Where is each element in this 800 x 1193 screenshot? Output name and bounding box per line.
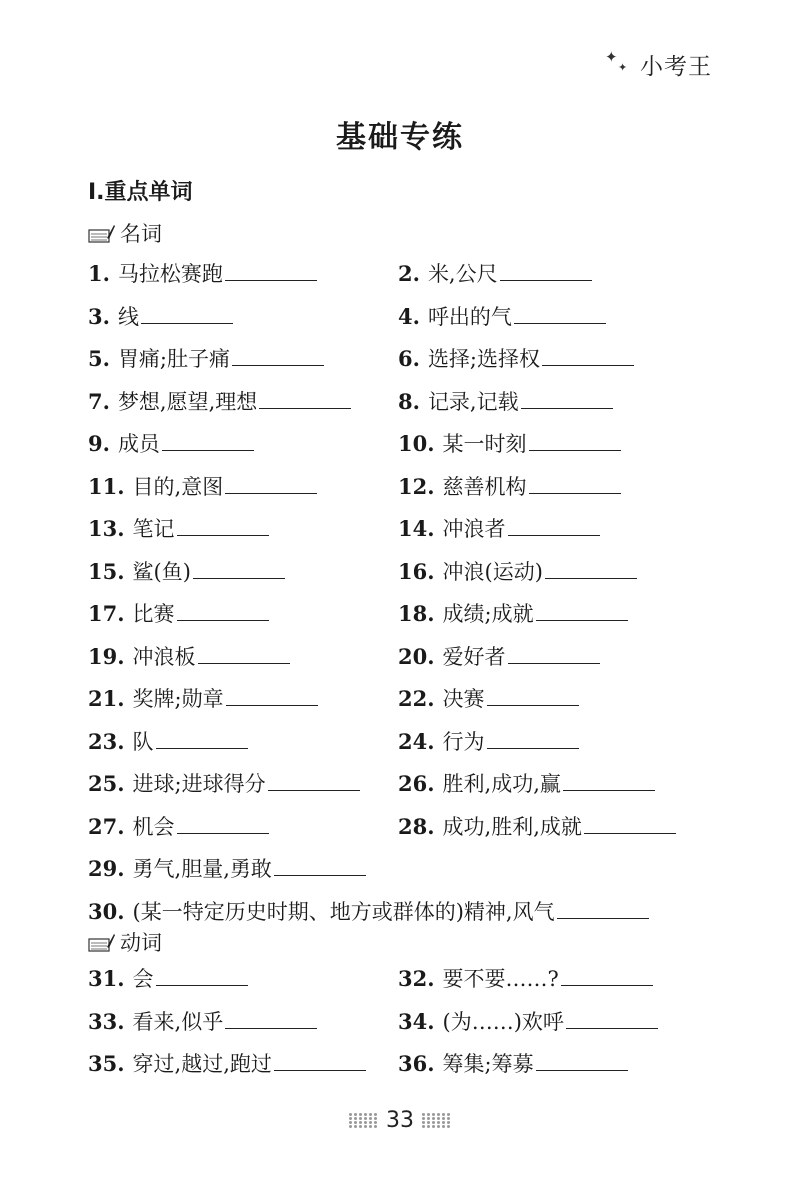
- item-text: 线: [117, 304, 139, 329]
- item-text: 成员: [117, 432, 160, 456]
- item-text: 冲浪(运动): [442, 559, 543, 584]
- exercise-item: [88, 768, 360, 798]
- answer-blank[interactable]: [225, 492, 317, 494]
- exercise-item: [88, 301, 233, 331]
- item-number: 33.: [88, 1008, 125, 1034]
- answer-blank[interactable]: [529, 449, 621, 451]
- answer-blank[interactable]: [561, 984, 653, 986]
- exercise-item: [88, 258, 317, 288]
- item-number: 35.: [88, 1051, 125, 1076]
- item-text: 冲浪板: [132, 644, 196, 669]
- item-text: 穿过,越过,跑过: [132, 1052, 272, 1076]
- exercise-item: [88, 471, 317, 501]
- noun-heading: [88, 218, 162, 248]
- exercise-item: [88, 598, 269, 628]
- item-text: 胃痛;肚子痛: [117, 347, 231, 371]
- exercise-item: [398, 726, 579, 756]
- item-number: 10.: [398, 431, 435, 456]
- item-number: 9.: [88, 431, 110, 456]
- item-text: 目的,意图: [132, 474, 224, 499]
- exercise-item: [398, 556, 637, 586]
- exercise-item: [88, 428, 254, 458]
- item-text: (为……)欢呼: [442, 1009, 564, 1034]
- answer-blank[interactable]: [508, 662, 600, 664]
- exercise-item: [398, 471, 621, 501]
- item-text: 比赛: [132, 602, 175, 626]
- item-text: 胜利,成功,赢: [442, 772, 561, 796]
- exercise-item: [398, 963, 653, 993]
- verb-heading: [88, 927, 162, 957]
- item-number: 26.: [398, 771, 435, 796]
- answer-blank[interactable]: [487, 747, 579, 749]
- answer-blank[interactable]: [566, 1027, 658, 1029]
- item-text: 呼出的气: [427, 304, 512, 329]
- item-number: 4.: [398, 303, 420, 329]
- answer-blank[interactable]: [542, 364, 634, 366]
- item-number: 15.: [88, 558, 125, 584]
- answer-blank[interactable]: [156, 747, 248, 749]
- item-text: 选择;选择权: [427, 347, 541, 371]
- exercise-item: [88, 1006, 317, 1036]
- exercise-item: [398, 513, 600, 543]
- exercise-item: [88, 386, 351, 416]
- item-text: 笔记: [132, 517, 175, 541]
- item-number: 18.: [398, 601, 435, 626]
- item-text: 爱好者: [442, 644, 506, 669]
- brand-name: 小考王: [640, 54, 712, 80]
- exercise-item: [88, 896, 649, 926]
- answer-blank[interactable]: [225, 279, 317, 281]
- item-number: 31.: [88, 966, 125, 991]
- item-text: 冲浪者: [442, 517, 506, 541]
- item-text: 成绩;成就: [442, 602, 534, 626]
- answer-blank[interactable]: [141, 322, 233, 324]
- exercise-item: [398, 768, 655, 798]
- item-number: 36.: [398, 1051, 435, 1076]
- exercise-item: [88, 556, 285, 586]
- item-number: 14.: [398, 516, 435, 541]
- exercise-item: [398, 1006, 658, 1036]
- item-number: 25.: [88, 771, 125, 796]
- answer-blank[interactable]: [232, 364, 324, 366]
- item-number: 5.: [88, 346, 110, 371]
- page-number: 33: [386, 1108, 414, 1133]
- exercise-item: [398, 258, 592, 288]
- sparkle-icon: ✦: [605, 48, 618, 66]
- answer-blank[interactable]: [274, 874, 366, 876]
- answer-blank[interactable]: [156, 984, 248, 986]
- brand-logo: [600, 44, 740, 84]
- item-number: 28.: [398, 813, 435, 839]
- item-number: 20.: [398, 643, 435, 669]
- item-number: 32.: [398, 966, 435, 991]
- exercise-item: [88, 641, 290, 671]
- item-number: 6.: [398, 346, 420, 371]
- item-number: 12.: [398, 473, 435, 499]
- exercise-item: [398, 598, 628, 628]
- item-text: 要不要……?: [442, 967, 559, 991]
- answer-blank[interactable]: [487, 704, 579, 706]
- dot-ornament-icon: [422, 1113, 451, 1128]
- item-text: 进球;进球得分: [132, 772, 266, 796]
- exercise-item: [88, 963, 248, 993]
- answer-blank[interactable]: [514, 322, 606, 324]
- item-number: 23.: [88, 728, 125, 754]
- page-footer: [0, 1108, 800, 1133]
- item-number: 11.: [88, 473, 125, 499]
- answer-blank[interactable]: [193, 577, 285, 579]
- answer-blank[interactable]: [259, 407, 351, 409]
- item-text: 奖牌;勋章: [132, 687, 224, 711]
- item-number: 8.: [398, 388, 420, 414]
- item-number: 29.: [88, 856, 125, 881]
- item-number: 2.: [398, 261, 420, 286]
- item-text: 梦想,愿望,理想: [117, 389, 258, 414]
- exercise-item: [398, 343, 634, 373]
- item-text: 筹集;筹募: [442, 1052, 534, 1076]
- item-text: 勇气,胆量,勇敢: [132, 857, 272, 881]
- answer-blank[interactable]: [177, 534, 269, 536]
- answer-blank[interactable]: [268, 789, 360, 791]
- answer-blank[interactable]: [521, 407, 613, 409]
- item-number: 19.: [88, 643, 125, 669]
- verb-heading-label: 动词: [120, 931, 162, 955]
- item-number: 30.: [88, 898, 125, 924]
- answer-blank[interactable]: [536, 619, 628, 621]
- item-number: 24.: [398, 728, 435, 754]
- exercise-item: [88, 811, 269, 841]
- answer-blank[interactable]: [500, 279, 592, 281]
- answer-blank[interactable]: [536, 1069, 628, 1071]
- item-text: 队: [132, 729, 154, 754]
- noun-heading-label: 名词: [120, 222, 162, 246]
- answer-blank[interactable]: [198, 662, 290, 664]
- exercise-item: [88, 1048, 366, 1078]
- answer-blank[interactable]: [584, 832, 676, 834]
- exercise-item: [88, 343, 324, 373]
- exercise-item: [88, 726, 248, 756]
- item-text: 鲨(鱼): [132, 559, 191, 584]
- exercise-item: [398, 301, 606, 331]
- item-text: 成功,胜利,成就: [442, 814, 582, 839]
- item-number: 13.: [88, 516, 125, 541]
- answer-blank[interactable]: [226, 704, 318, 706]
- item-number: 17.: [88, 601, 125, 626]
- sparkle-icon: ✦: [618, 61, 628, 74]
- answer-blank[interactable]: [177, 832, 269, 834]
- exercise-item: [88, 513, 269, 543]
- answer-blank[interactable]: [529, 492, 621, 494]
- exercise-item: [398, 386, 613, 416]
- notebook-pen-icon: [88, 931, 116, 953]
- answer-blank[interactable]: [225, 1027, 317, 1029]
- section-title: Ⅰ.重点单词: [88, 180, 193, 205]
- item-number: 34.: [398, 1008, 435, 1034]
- exercise-item: [88, 853, 366, 883]
- item-text: 机会: [132, 814, 175, 839]
- item-number: 27.: [88, 813, 125, 839]
- answer-blank[interactable]: [563, 789, 655, 791]
- item-text: 米,公尺: [427, 262, 498, 286]
- exercise-item: [398, 1048, 628, 1078]
- item-text: 慈善机构: [442, 474, 527, 499]
- item-number: 21.: [88, 686, 125, 711]
- exercise-item: [398, 641, 600, 671]
- item-number: 7.: [88, 388, 110, 414]
- item-number: 3.: [88, 303, 110, 329]
- notebook-pen-icon: [88, 222, 116, 244]
- exercise-item: [88, 683, 318, 713]
- page-title: 基础专练: [336, 120, 464, 155]
- item-number: 22.: [398, 686, 435, 711]
- exercise-item: [398, 811, 676, 841]
- item-text: 会: [132, 967, 154, 991]
- item-text: 某一时刻: [442, 432, 527, 456]
- answer-blank[interactable]: [177, 619, 269, 621]
- item-text: 记录,记载: [427, 389, 519, 414]
- exercise-item: [398, 683, 579, 713]
- item-text: (某一特定历史时期、地方或群体的)精神,风气: [132, 899, 555, 924]
- item-text: 看来,似乎: [132, 1009, 224, 1034]
- item-number: 16.: [398, 558, 435, 584]
- answer-blank[interactable]: [508, 534, 600, 536]
- answer-blank[interactable]: [557, 917, 649, 919]
- answer-blank[interactable]: [274, 1069, 366, 1071]
- exercise-item: [398, 428, 621, 458]
- item-text: 行为: [442, 729, 485, 754]
- answer-blank[interactable]: [545, 577, 637, 579]
- item-text: 马拉松赛跑: [117, 262, 223, 286]
- item-text: 决赛: [442, 687, 485, 711]
- item-number: 1.: [88, 261, 110, 286]
- answer-blank[interactable]: [162, 449, 254, 451]
- dot-ornament-icon: [349, 1113, 378, 1128]
